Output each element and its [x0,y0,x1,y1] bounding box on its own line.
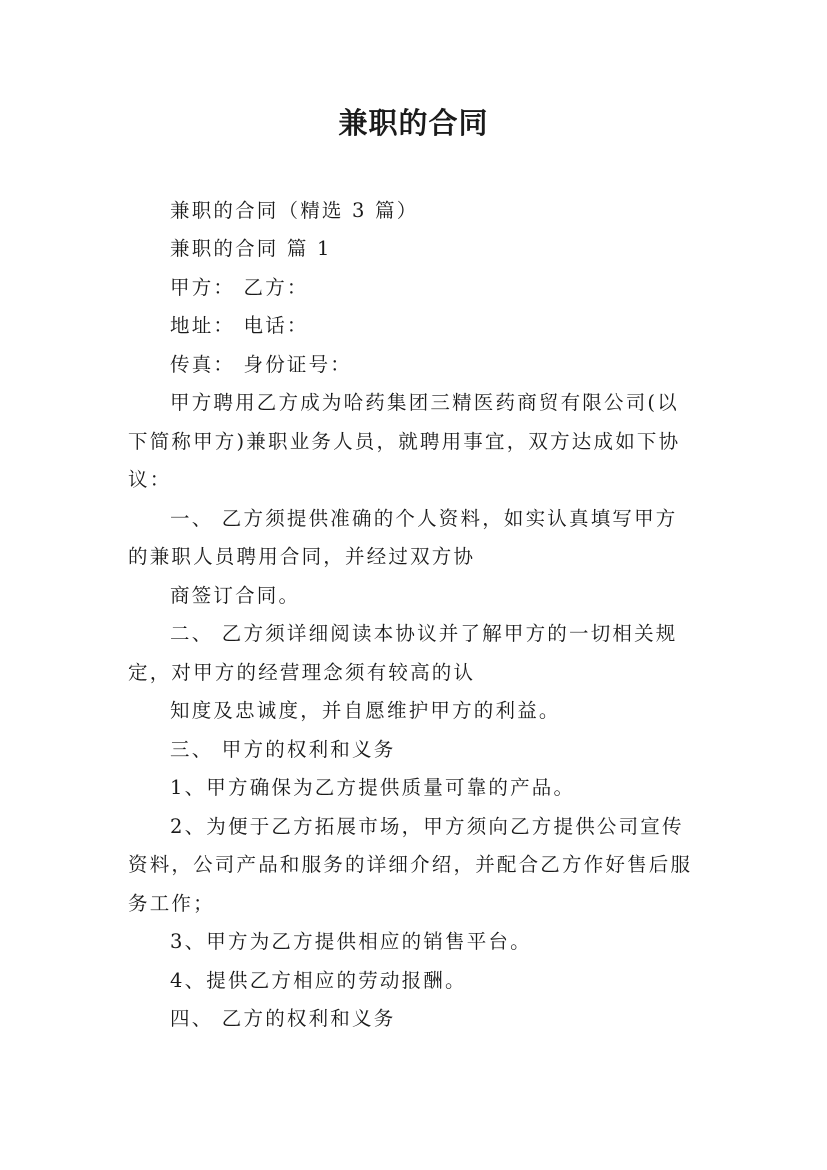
paragraph-line: 资料，公司产品和服务的详细介绍，并配合乙方作好售后服 [128,853,693,876]
paragraph-line: 甲方聘用乙方成为哈药集团三精医药商贸有限公司(以 [170,391,679,414]
paragraph-line: 商签订合同。 [170,584,301,607]
paragraph-line: 三、 甲方的权利和义务 [170,738,396,761]
paragraph-line: 兼职的合同（精选 3 篇） [170,199,419,222]
paragraph-line: 兼职的合同 篇 1 [170,237,332,260]
paragraph-line: 的兼职人员聘用合同，并经过双方协 [128,545,476,568]
paragraph-line: 4、提供乙方相应的劳动报酬。 [170,969,467,992]
paragraph-line: 3、甲方为乙方提供相应的销售平台。 [170,930,532,953]
paragraph-line: 议： [128,468,172,491]
paragraph-line: 四、 乙方的权利和义务 [170,1007,396,1030]
paragraph-line: 一、 乙方须提供准确的个人资料，如实认真填写甲方 [170,507,678,530]
paragraph-line: 知度及忠诚度，并自愿维护甲方的利益。 [170,699,561,722]
paragraph-line: 下简称甲方)兼职业务人员，就聘用事宜，双方达成如下协 [128,430,681,453]
document-title: 兼职的合同 [338,106,489,140]
paragraph-line: 二、 乙方须详细阅读本协议并了解甲方的一切相关规 [170,622,678,645]
paragraph-line: 1、甲方确保为乙方提供质量可靠的产品。 [170,776,576,799]
paragraph-line: 务工作； [128,892,215,915]
paragraph-line: 地址： 电话： [170,314,309,337]
paragraph-line: 传真： 身份证号： [170,353,352,376]
paragraph-line: 2、为便于乙方拓展市场，甲方须向乙方提供公司宣传 [170,815,684,838]
paragraph-line: 定，对甲方的经营理念须有较高的认 [128,661,476,684]
paragraph-line: 甲方： 乙方： [170,276,309,299]
